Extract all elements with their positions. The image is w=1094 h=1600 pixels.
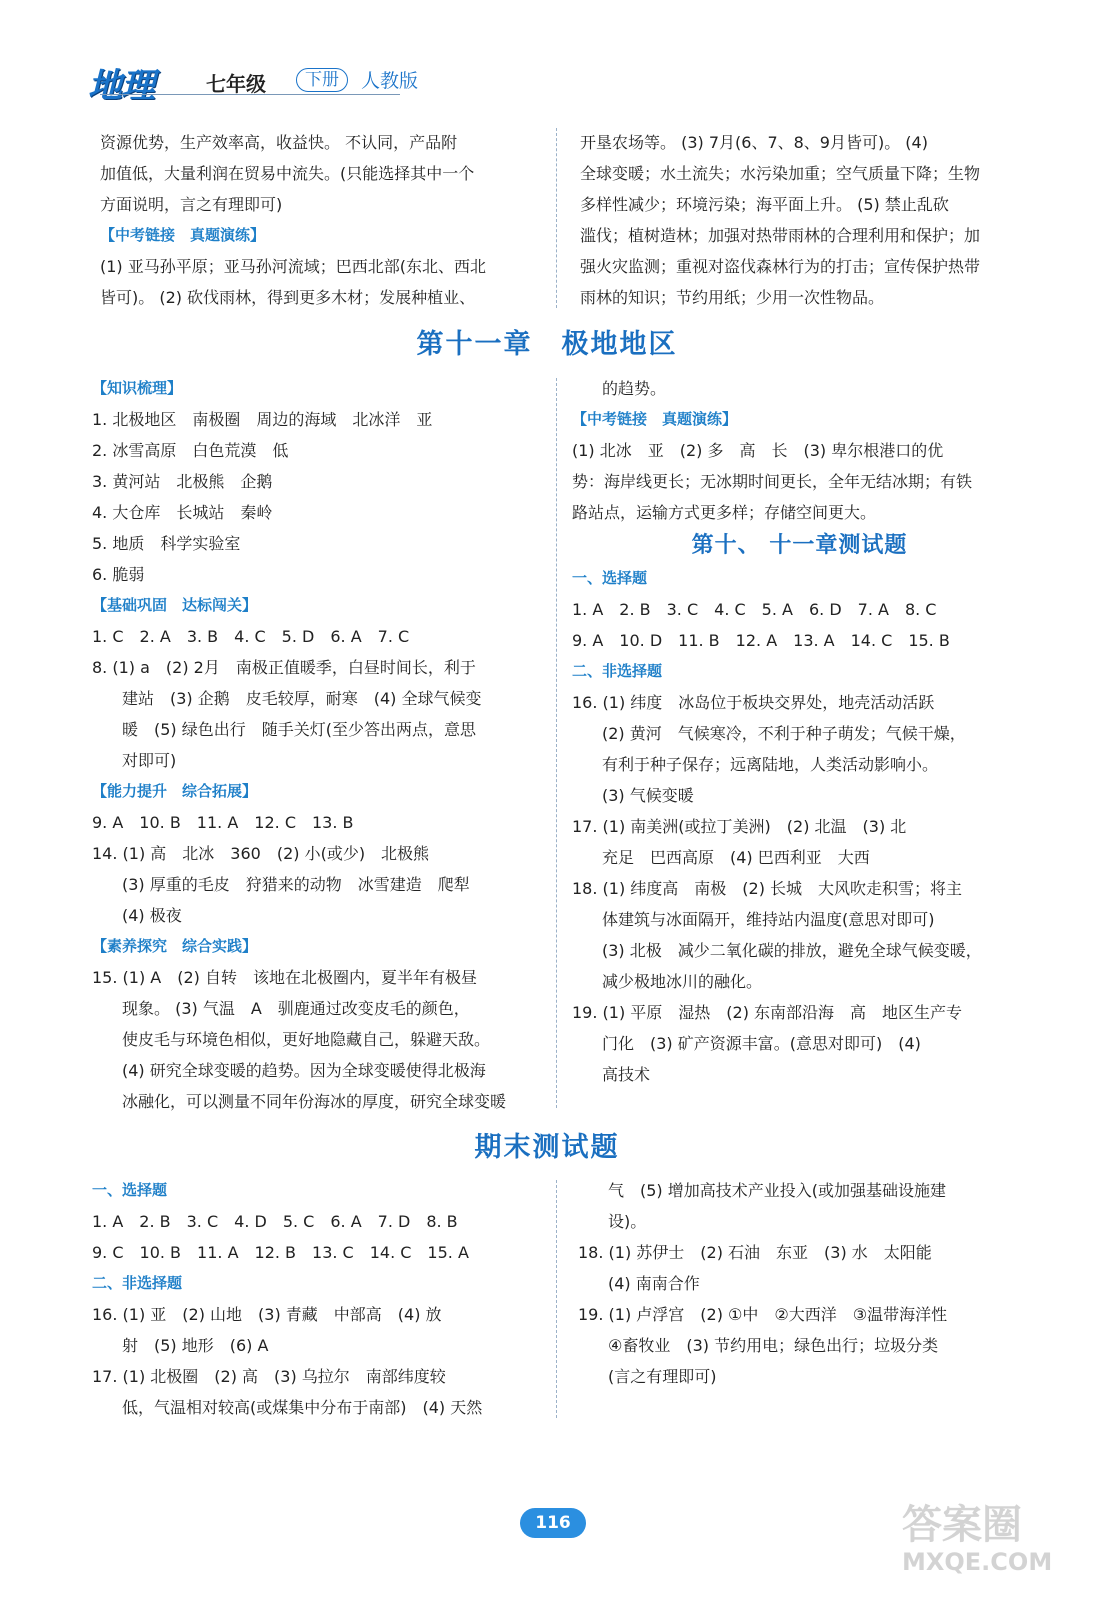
edition-label: 人教版 — [361, 70, 419, 92]
test-answers — [572, 563, 1027, 1090]
answer-line: (1) 亚马孙平原；亚马孙河流域；巴西北部(东北、西北 — [100, 257, 486, 276]
section-heading: 【中考链接 真题演练】 — [100, 226, 266, 244]
answer-line: 9. A 10. B 11. A 12. C 13. B — [92, 813, 354, 832]
column-divider — [556, 1180, 557, 1418]
final-test-title: 期末测试题 — [474, 1132, 620, 1163]
answer-line: 2. 冰雪高原 白色荒漠 低 — [92, 441, 289, 460]
answer-line: 建站 (3) 企鹅 皮毛较厚，耐寒 (4) 全球气候变 — [122, 689, 482, 708]
chapter11-left-column — [92, 373, 547, 1117]
column-divider — [556, 128, 557, 308]
section-heading: 【素养探究 综合实践】 — [92, 937, 258, 955]
answer-line: 路站点，运输方式更多样；存储空间更大。 — [572, 503, 877, 522]
answer-line: 全球变暖；水土流失；水污染加重；空气质量下降；生物 — [580, 164, 981, 183]
answer-line: 现象。 (3) 气温 A 驯鹿通过改变皮毛的颜色， — [122, 999, 470, 1018]
volume-badge: 下册 — [296, 68, 348, 92]
answer-line: (4) 南南合作 — [608, 1274, 700, 1293]
answer-line: 设)。 — [608, 1212, 647, 1231]
answer-line: 5. 地质 科学实验室 — [92, 534, 241, 553]
chapter11-right-column — [572, 373, 1027, 528]
answer-line: (2) 黄河 气候寒冷，不利于种子萌发；气候干燥， — [602, 724, 966, 743]
answer-line: 门化 (3) 矿产资源丰富。(意思对即可) (4) — [602, 1034, 921, 1053]
answer-line: 减少极地冰川的融化。 — [602, 972, 763, 991]
answer-line: 17. (1) 北极圈 (2) 高 (3) 乌拉尔 南部纬度较 — [92, 1367, 446, 1386]
answer-line: (言之有理即可) — [608, 1367, 717, 1386]
answer-line: 开垦农场等。 (3) 7月(6、7、8、9月皆可)。 (4) — [580, 133, 928, 152]
section-heading: 二、非选择题 — [572, 662, 663, 680]
test-title: 第十、 十一章测试题 — [691, 532, 908, 558]
answer-line: 充足 巴西高原 (4) 巴西利亚 大西 — [602, 848, 870, 867]
answer-line: 16. (1) 纬度 冰岛位于板块交界处，地壳活动活跃 — [572, 693, 935, 712]
answer-line: 14. (1) 高 北冰 360 (2) 小(或少) 北极熊 — [92, 844, 430, 863]
answer-line: 6. 脆弱 — [92, 565, 145, 584]
book-header — [88, 58, 418, 104]
answer-line: 低，气温相对较高(或煤集中分布于南部) (4) 天然 — [122, 1398, 483, 1417]
answer-line: 16. (1) 亚 (2) 山地 (3) 青藏 中部高 (4) 放 — [92, 1305, 442, 1324]
final-left-column — [92, 1175, 547, 1423]
header-rule — [100, 94, 400, 95]
answer-line: 17. (1) 南美洲(或拉丁美洲) (2) 北温 (3) 北 — [572, 817, 907, 836]
answer-line: 气 (5) 增加高技术产业投入(或加强基础设施建 — [608, 1181, 946, 1200]
answer-line: 19. (1) 平原 湿热 (2) 东南部沿海 高 地区生产专 — [572, 1003, 963, 1022]
answer-line: 1. C 2. A 3. B 4. C 5. D 6. A 7. C — [92, 627, 410, 646]
answer-line: 暖 (5) 绿色出行 随手关灯(至少答出两点，意思 — [122, 720, 476, 739]
answer-line: 9. C 10. B 11. A 12. B 13. C 14. C 15. A — [92, 1243, 469, 1262]
top-right-column — [580, 127, 1025, 313]
answer-line: 体建筑与冰面隔开，维持站内温度(意思对即可) — [602, 910, 935, 929]
answer-line: 资源优势，生产效率高，收益快。 不认同，产品附 — [100, 133, 458, 152]
section-heading: 一、选择题 — [92, 1181, 168, 1199]
answer-line: 1. A 2. B 3. C 4. C 5. A 6. D 7. A 8. C — [572, 600, 937, 619]
svg-text:MXQE.COM: MXQE.COM — [902, 1548, 1053, 1576]
answer-line: (1) 北冰 亚 (2) 多 高 长 (3) 卑尔根港口的优 — [572, 441, 944, 460]
answer-line: 强火灾监测；重视对盗伐森林行为的打击；宣传保护热带 — [580, 257, 981, 276]
answer-line: 滥伐；植树造林；加强对热带雨林的合理利用和保护；加 — [580, 226, 981, 245]
answer-line: 冰融化，可以测量不同年份海冰的厚度，研究全球变暖 — [122, 1092, 507, 1111]
answer-line: 使皮毛与环境色相似，更好地隐藏自己，躲避天敌。 — [122, 1030, 491, 1049]
chapter-title: 第十一章 极地地区 — [416, 329, 678, 360]
answer-line: 1. 北极地区 南极圈 周边的海域 北冰洋 亚 — [92, 410, 433, 429]
section-heading: 二、非选择题 — [92, 1274, 183, 1292]
answer-line: (4) 研究全球变暖的趋势。因为全球变暖使得北极海 — [122, 1061, 486, 1080]
answer-line: 高技术 — [602, 1065, 651, 1084]
answer-line: 多样性减少；环境污染；海平面上升。 (5) 禁止乱砍 — [580, 195, 949, 214]
column-divider — [556, 378, 557, 1108]
answer-line: 9. A 10. D 11. B 12. A 13. A 14. C 15. B — [572, 631, 950, 650]
answer-line: (3) 北极 减少二氧化碳的排放，避免全球气候变暖， — [602, 941, 982, 960]
svg-text:答案圈: 答案圈 — [902, 1502, 1022, 1548]
answer-line: 势：海岸线更长；无冰期时间更长，全年无结冰期；有铁 — [572, 472, 973, 491]
answer-line: 射 (5) 地形 (6) A — [122, 1336, 269, 1355]
answer-line: ④畜牧业 (3) 节约用电；绿色出行；垃圾分类 — [608, 1336, 939, 1355]
subject-logo: 地理 — [88, 66, 154, 106]
answer-line: 雨林的知识；节约用纸；少用一次性物品。 — [580, 288, 885, 307]
answer-line: 4. 大仓库 长城站 秦岭 — [92, 503, 273, 522]
section-heading: 【能力提升 综合拓展】 — [92, 782, 258, 800]
answer-line: 19. (1) 卢浮宫 (2) ①中 ②大西洋 ③温带海洋性 — [578, 1305, 948, 1324]
section-heading: 【知识梳理】 — [92, 379, 183, 397]
top-left-column — [100, 127, 545, 313]
answer-line: 8. (1) a (2) 2月 南极正值暖季，白昼时间长，利于 — [92, 658, 476, 677]
answer-line: 18. (1) 纬度高 南极 (2) 长城 大风吹走积雪；将主 — [572, 879, 963, 898]
section-heading: 【中考链接 真题演练】 — [572, 410, 738, 428]
answer-line: (3) 厚重的毛皮 狩猎来的动物 冰雪建造 爬犁 — [122, 875, 470, 894]
answer-line: 皆可)。 (2) 砍伐雨林，得到更多木材；发展种植业、 — [100, 288, 476, 307]
answer-line: 加值低，大量利润在贸易中流失。(只能选择其中一个 — [100, 164, 475, 183]
grade-label: 七年级 — [206, 72, 266, 96]
answer-line: (4) 极夜 — [122, 906, 182, 925]
answer-line: 1. A 2. B 3. C 4. D 5. C 6. A 7. D 8. B — [92, 1212, 458, 1231]
final-right-column — [578, 1175, 1033, 1392]
answer-line: 有利于种子保存；远离陆地，人类活动影响小。 — [602, 755, 939, 774]
answer-line: (3) 气候变暖 — [602, 786, 694, 805]
answer-line: 15. (1) A (2) 自转 该地在北极圈内，夏半年有极昼 — [92, 968, 477, 987]
section-heading: 【基础巩固 达标闯关】 — [92, 596, 258, 614]
answer-line: 3. 黄河站 北极熊 企鹅 — [92, 472, 273, 491]
answer-line: 的趋势。 — [602, 379, 667, 398]
answer-line: 对即可) — [122, 751, 177, 770]
answer-line: 方面说明，言之有理即可) — [100, 195, 283, 214]
answer-line: 18. (1) 苏伊士 (2) 石油 东亚 (3) 水 太阳能 — [578, 1243, 932, 1262]
section-heading: 一、选择题 — [572, 569, 648, 587]
page-number: 116 — [520, 1508, 586, 1538]
watermark-logo — [894, 1490, 1064, 1580]
